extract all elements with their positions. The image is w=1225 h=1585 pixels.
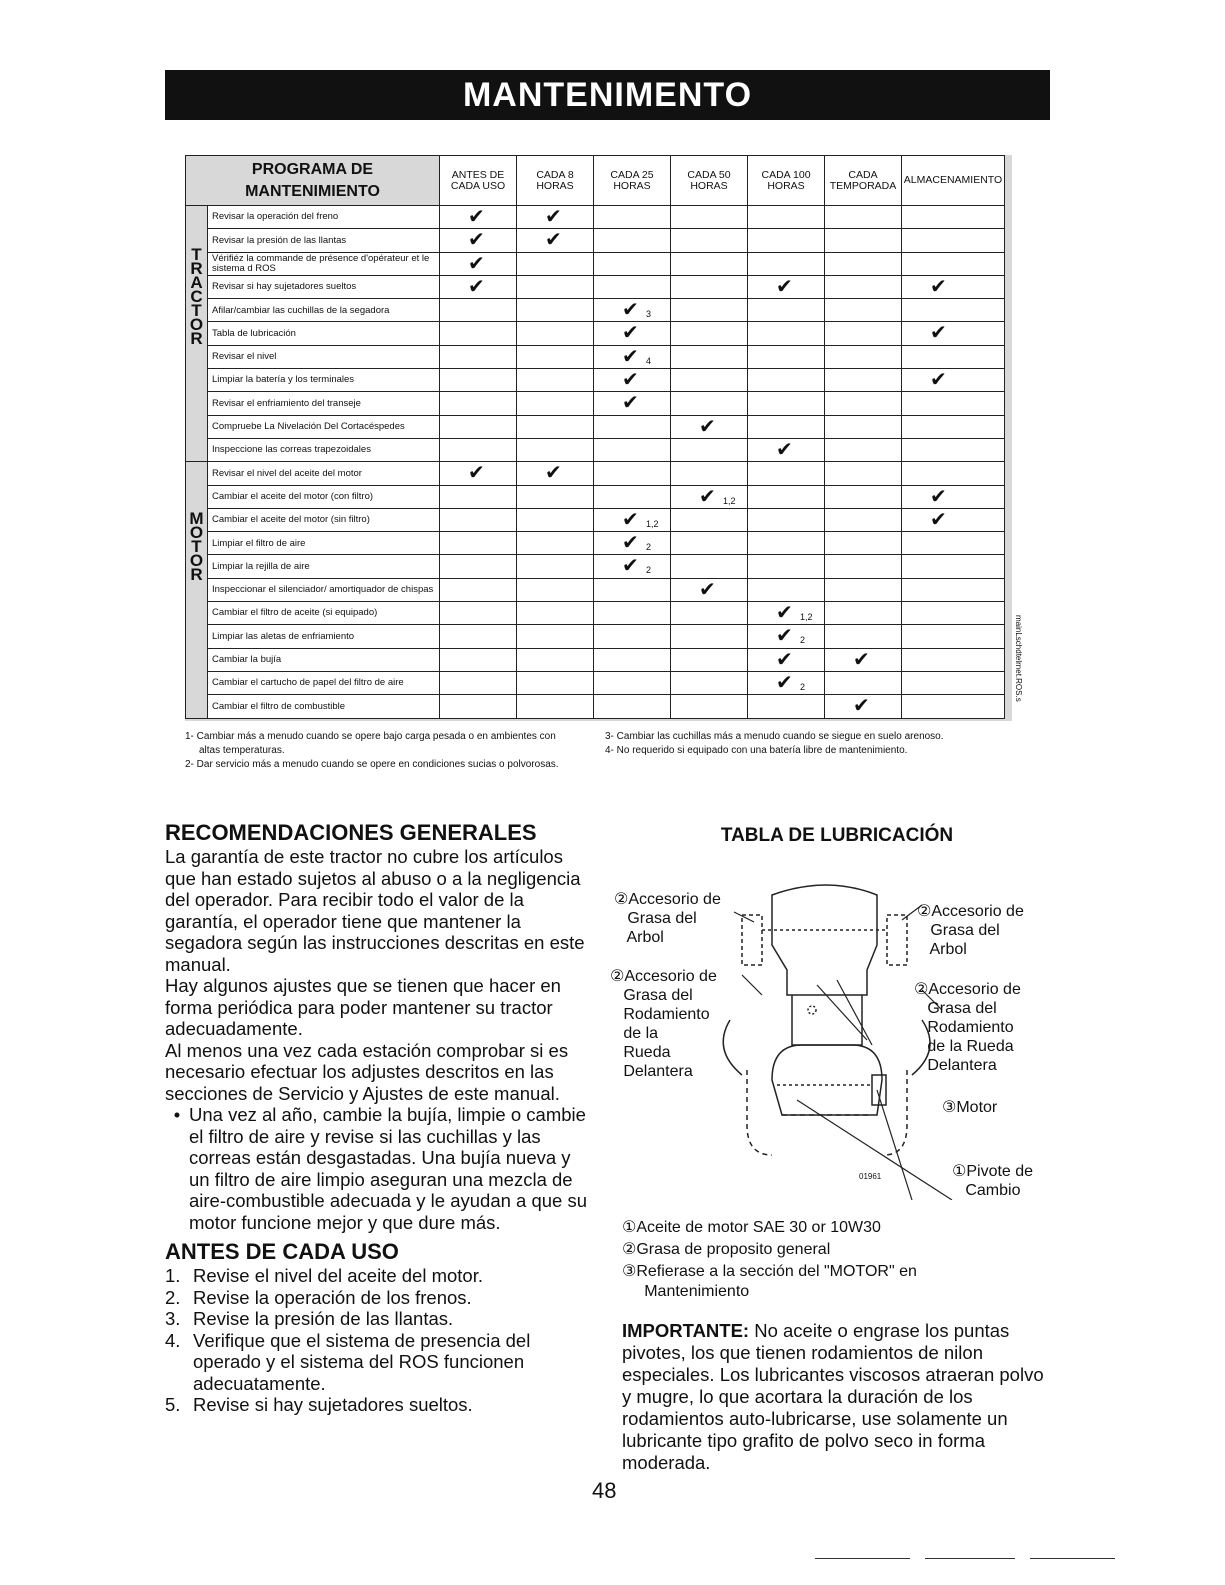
schedule-cell	[440, 415, 517, 438]
task-name: Compruebe La Nivelación Del Cortacéspedes	[208, 415, 440, 438]
schedule-cell	[440, 345, 517, 368]
footnote-ref: 1,2	[800, 612, 813, 623]
list-item: 2. Revise la operación de los frenos.	[165, 1286, 472, 1308]
schedule-cell	[440, 648, 517, 671]
schedule-cell	[902, 485, 1005, 508]
schedule-cell	[440, 485, 517, 508]
schedule-cell	[671, 438, 748, 461]
footnote-ref: 2	[800, 681, 806, 692]
table-row	[186, 462, 1005, 485]
check-mark-icon: ✔	[468, 462, 485, 485]
left-column	[165, 820, 595, 1416]
schedule-cell	[594, 578, 671, 601]
legend-item: Mantenimiento	[622, 1283, 750, 1300]
check-mark-icon: ✔	[468, 206, 485, 228]
schedule-cell	[902, 555, 1005, 578]
schedule-cell	[517, 555, 594, 578]
column-header: ANTES DE CADA USO	[440, 156, 517, 206]
schedule-cell	[748, 438, 825, 461]
recommendations-bullet	[165, 1104, 595, 1233]
side-code: mainLschdtelrnet.ROS.s	[1014, 615, 1023, 702]
footnote-ref: 2	[646, 565, 652, 576]
check-mark-icon: ✔	[776, 625, 793, 648]
schedule-cell	[594, 555, 671, 578]
footer-rule	[925, 1558, 1015, 1559]
notes-left	[185, 730, 575, 772]
schedule-cell	[671, 625, 748, 648]
list-item: 3. Revise la presión de las llantas.	[165, 1308, 454, 1329]
schedule-cell	[902, 438, 1005, 461]
note-4: 4- No requerido si equipado con una batería libre de mantenimiento.	[605, 745, 908, 756]
check-mark-icon: ✔	[468, 229, 485, 252]
schedule-cell	[594, 275, 671, 298]
right-column	[610, 825, 1052, 1473]
table-row	[186, 392, 1005, 415]
schedule-cell	[825, 415, 902, 438]
schedule-cell	[671, 671, 748, 694]
label-pivot: ①Pivote de Cambio	[952, 1163, 1034, 1199]
important-note	[622, 1320, 1052, 1474]
check-mark-icon: ✔	[776, 438, 793, 461]
check-mark-icon: ✔	[930, 508, 947, 531]
task-name: Cambiar el cartucho de papel del filtro de aire	[208, 671, 440, 694]
schedule-cell	[825, 671, 902, 694]
schedule-cell	[671, 648, 748, 671]
schedule-cell	[825, 275, 902, 298]
schedule-cell	[825, 229, 902, 252]
schedule-cell	[825, 578, 902, 601]
schedule-cell	[902, 229, 1005, 252]
schedule-cell	[671, 322, 748, 345]
schedule-cell	[671, 229, 748, 252]
label-wheel-left: ②Accesorio de Grasa del Rodamiento de la Rueda Delantera	[610, 968, 717, 1080]
list-item: 5. Revise si hay sujetadores sueltos.	[165, 1394, 473, 1415]
schedule-cell	[825, 322, 902, 345]
task-name: Revisar el nivel	[208, 345, 440, 368]
schedule-cell	[594, 415, 671, 438]
check-mark-icon: ✔	[622, 299, 639, 322]
schedule-cell	[825, 625, 902, 648]
list-item: 4. Verifique que el sistema de presencia del operado y el sistema del ROS funcionen adecuatamente.	[165, 1329, 531, 1394]
schedule-table	[185, 155, 1005, 719]
column-header: CADA 25 HORAS	[594, 156, 671, 206]
column-header: CADA TEMPORADA	[825, 156, 902, 206]
important-label: IMPORTANTE:	[622, 1320, 750, 1341]
schedule-cell	[902, 648, 1005, 671]
schedule-cell	[825, 345, 902, 368]
schedule-cell	[671, 555, 748, 578]
task-name: Revisar la presión de las llantas	[208, 229, 440, 252]
schedule-cell	[517, 299, 594, 322]
schedule-cell	[671, 206, 748, 229]
schedule-cell	[594, 345, 671, 368]
schedule-cell	[902, 532, 1005, 555]
schedule-title: PROGRAMA DE MANTENIMIENTO	[186, 156, 440, 206]
schedule-cell	[748, 206, 825, 229]
check-mark-icon: ✔	[468, 275, 485, 298]
task-name: Limpiar las aletas de enfriamiento	[208, 625, 440, 648]
schedule-cell	[517, 345, 594, 368]
schedule-cell	[748, 415, 825, 438]
check-mark-icon: ✔	[853, 648, 870, 671]
notes-right	[605, 730, 1005, 758]
bullet-text: Una vez al año, cambie la bujía, limpie o cambie el filtro de aire y revise si las cuchillas y las correas están desgastadas. Una bujía nueva y un filtro de aire limpio aseguran una mezcla de aire-combustible adecuada y le ayudan a que su motor funcione mejor y que dure más.	[189, 1104, 588, 1233]
check-mark-icon: ✔	[699, 415, 716, 438]
check-mark-icon: ✔	[622, 322, 639, 345]
schedule-cell	[440, 578, 517, 601]
legend-item: ③Refierase a la sección del "MOTOR" en	[622, 1263, 917, 1280]
schedule-cell	[517, 252, 594, 275]
schedule-cell	[517, 415, 594, 438]
schedule-cell	[748, 345, 825, 368]
table-row	[186, 508, 1005, 531]
schedule-cell	[440, 602, 517, 625]
schedule-cell	[748, 392, 825, 415]
schedule-cell	[517, 275, 594, 298]
footnote-ref: 2	[800, 635, 806, 646]
schedule-cell	[825, 532, 902, 555]
schedule-cell	[517, 532, 594, 555]
schedule-cell	[440, 462, 517, 485]
schedule-cell	[825, 369, 902, 392]
schedule-cell	[594, 671, 671, 694]
task-name: Tabla de lubricación	[208, 322, 440, 345]
schedule-cell	[517, 578, 594, 601]
task-name: Revisar la operación del freno	[208, 206, 440, 229]
table-row	[186, 206, 1005, 229]
schedule-cell	[825, 555, 902, 578]
schedule-cell	[440, 275, 517, 298]
schedule-cell	[517, 438, 594, 461]
schedule-cell	[671, 485, 748, 508]
schedule-cell	[440, 229, 517, 252]
lubrication-diagram	[610, 870, 1052, 1200]
schedule-cell	[671, 369, 748, 392]
label-shaft-left: ②Accesorio de Grasa del Arbol	[614, 891, 721, 946]
bullet-dot: •	[173, 1104, 181, 1125]
schedule-cell	[440, 532, 517, 555]
schedule-cell	[440, 555, 517, 578]
table-row	[186, 555, 1005, 578]
schedule-cell	[825, 602, 902, 625]
schedule-cell	[825, 252, 902, 275]
schedule-cell	[748, 578, 825, 601]
schedule-cell	[671, 532, 748, 555]
schedule-cell	[748, 625, 825, 648]
table-row	[186, 252, 1005, 275]
lubrication-title: TABLA DE LUBRICACIÓN	[720, 825, 954, 846]
check-mark-icon: ✔	[776, 671, 793, 694]
task-name: Revisar si hay sujetadores sueltos	[208, 275, 440, 298]
schedule-cell	[825, 299, 902, 322]
schedule-cell	[594, 438, 671, 461]
task-name: Revisar el nivel del aceite del motor	[208, 462, 440, 485]
check-mark-icon: ✔	[622, 555, 639, 578]
column-header: ALMACENAMIENTO	[902, 156, 1005, 206]
schedule-cell	[440, 625, 517, 648]
table-row	[186, 322, 1005, 345]
schedule-cell	[594, 299, 671, 322]
schedule-cell	[902, 299, 1005, 322]
schedule-cell	[440, 369, 517, 392]
task-name: Cambiar el filtro de combustible	[208, 695, 440, 718]
schedule-cell	[671, 508, 748, 531]
label-wheel-right: ②Accesorio de Grasa del Rodamiento de la Rueda Delantera	[914, 981, 1021, 1074]
schedule-cell	[748, 252, 825, 275]
legend-item: ①Aceite de motor SAE 30 or 10W30	[622, 1219, 881, 1236]
schedule-cell	[440, 206, 517, 229]
schedule-cell	[748, 485, 825, 508]
recommendations-heading: RECOMENDACIONES GENERALES	[165, 820, 537, 845]
schedule-cell	[517, 322, 594, 345]
schedule-cell	[440, 299, 517, 322]
schedule-cell	[825, 648, 902, 671]
table-row	[186, 229, 1005, 252]
schedule-cell	[902, 369, 1005, 392]
schedule-cell	[594, 322, 671, 345]
list-item: 1. Revise el nivel del aceite del motor.	[165, 1265, 483, 1286]
schedule-cell	[594, 229, 671, 252]
schedule-cell	[748, 602, 825, 625]
schedule-cell	[594, 695, 671, 718]
schedule-cell	[902, 508, 1005, 531]
schedule-cell	[748, 508, 825, 531]
schedule-cell	[517, 485, 594, 508]
schedule-cell	[671, 275, 748, 298]
note-1: 1- Cambiar más a menudo cuando se opere bajo carga pesada o en ambientes con altas temperaturas.	[185, 731, 556, 756]
task-name: Afilar/cambiar las cuchillas de la segadora	[208, 299, 440, 322]
schedule-cell	[440, 252, 517, 275]
schedule-cell	[517, 392, 594, 415]
label-motor: ③Motor	[942, 1099, 998, 1116]
schedule-cell	[902, 206, 1005, 229]
maintenance-schedule	[185, 155, 1012, 721]
page-banner: MANTENIMENTO	[165, 70, 1050, 120]
task-name: Cambiar el aceite del motor (sin filtro)	[208, 508, 440, 531]
footnote-ref: 1,2	[723, 495, 736, 506]
table-row	[186, 345, 1005, 368]
check-mark-icon: ✔	[545, 462, 562, 485]
schedule-cell	[748, 369, 825, 392]
task-name: Limpiar la rejilla de aire	[208, 555, 440, 578]
schedule-cell	[440, 671, 517, 694]
schedule-cell	[517, 648, 594, 671]
check-mark-icon: ✔	[930, 485, 947, 508]
table-row	[186, 485, 1005, 508]
schedule-cell	[440, 695, 517, 718]
check-mark-icon: ✔	[468, 252, 485, 275]
check-mark-icon: ✔	[622, 532, 639, 555]
schedule-cell	[748, 299, 825, 322]
schedule-cell	[517, 229, 594, 252]
drawing-code: 01961	[859, 1172, 882, 1181]
schedule-cell	[902, 695, 1005, 718]
check-mark-icon: ✔	[622, 369, 639, 392]
schedule-cell	[671, 345, 748, 368]
recommendations-p1: La garantía de este tractor no cubre los artículos que han estado sujetos al abuso o a la negligencia del operador. Para recibir todo el valor de la garantía, el operador tiene que mantener la segadora según las instrucciones descritas en este manual.	[165, 846, 585, 975]
schedule-cell	[594, 532, 671, 555]
schedule-cell	[517, 462, 594, 485]
check-mark-icon: ✔	[699, 578, 716, 601]
footnote-ref: 4	[646, 355, 652, 366]
schedule-cell	[671, 602, 748, 625]
task-name: Revisar el enfriamiento del transeje	[208, 392, 440, 415]
schedule-cell	[671, 415, 748, 438]
schedule-cell	[517, 671, 594, 694]
schedule-cell	[594, 648, 671, 671]
table-row	[186, 438, 1005, 461]
schedule-cell	[671, 392, 748, 415]
lubrication-legend	[622, 1217, 917, 1301]
check-mark-icon: ✔	[622, 345, 639, 368]
check-mark-icon: ✔	[545, 206, 562, 228]
schedule-cell	[517, 206, 594, 229]
schedule-cell	[748, 462, 825, 485]
check-mark-icon: ✔	[776, 602, 793, 625]
schedule-cell	[594, 462, 671, 485]
table-row	[186, 299, 1005, 322]
schedule-cell	[902, 252, 1005, 275]
check-mark-icon: ✔	[930, 369, 947, 392]
schedule-cell	[748, 322, 825, 345]
schedule-cell	[594, 508, 671, 531]
schedule-cell	[902, 345, 1005, 368]
schedule-cell	[594, 485, 671, 508]
table-row	[186, 625, 1005, 648]
schedule-cell	[517, 602, 594, 625]
schedule-cell	[902, 275, 1005, 298]
table-row	[186, 578, 1005, 601]
schedule-cell	[440, 392, 517, 415]
schedule-cell	[671, 462, 748, 485]
task-name: Inspeccionar el silenciador/ amortiquador de chispas	[208, 578, 440, 601]
check-mark-icon: ✔	[545, 229, 562, 252]
schedule-cell	[902, 415, 1005, 438]
footer-rule	[815, 1558, 910, 1559]
table-row	[186, 695, 1005, 718]
schedule-cell	[825, 695, 902, 718]
task-name: Cambiar el aceite del motor (con filtro)	[208, 485, 440, 508]
schedule-cell	[902, 671, 1005, 694]
schedule-cell	[902, 322, 1005, 345]
column-header: CADA 8 HORAS	[517, 156, 594, 206]
schedule-cell	[825, 206, 902, 229]
check-mark-icon: ✔	[622, 508, 639, 531]
table-row	[186, 532, 1005, 555]
table-row	[186, 602, 1005, 625]
schedule-cell	[517, 695, 594, 718]
table-row	[186, 369, 1005, 392]
schedule-cell	[440, 508, 517, 531]
check-mark-icon: ✔	[853, 695, 870, 718]
schedule-cell	[440, 322, 517, 345]
task-name: Vérifiéz la commande de présence d'opérateur et le sistema d ROS	[208, 252, 440, 275]
footer-rule	[1030, 1558, 1115, 1559]
schedule-cell	[671, 252, 748, 275]
note-2: 2- Dar servicio más a menudo cuando se opere en condiciones sucias o polvorosas.	[185, 759, 559, 770]
label-shaft-right: ②Accesorio de Grasa del Arbol	[917, 903, 1024, 958]
column-header: CADA 100 HORAS	[748, 156, 825, 206]
schedule-cell	[902, 392, 1005, 415]
check-mark-icon: ✔	[622, 392, 639, 415]
legend-item: ②Grasa de proposito general	[622, 1241, 831, 1258]
schedule-cell	[594, 625, 671, 648]
schedule-cell	[825, 462, 902, 485]
recommendations-p2: Hay algunos ajustes que se tienen que hacer en forma periódica para poder mantener su tractor adecuadamente.	[165, 975, 561, 1039]
note-3: 3- Cambiar las cuchillas más a menudo cuando se siegue en suelo arenoso.	[605, 731, 944, 742]
check-mark-icon: ✔	[699, 485, 716, 508]
important-text: No aceite o engrase los puntas pivotes, los que tienen rodamientos de nilon especiales. Los lubricantes viscosos atraeran polvo y mugre, lo que acortara la duración de los rodamientos auto-lubricarse, use solamente un lubricante tipo grafito de polvo seco in forma moderada.	[622, 1320, 1044, 1473]
section-label: M O T O R	[186, 462, 208, 718]
schedule-cell	[517, 625, 594, 648]
schedule-cell	[440, 438, 517, 461]
schedule-cell	[517, 369, 594, 392]
recommendations-p3: Al menos una vez cada estación comprobar si es necesario efectuar los adjustes descritos en las secciones de Servicio y Ajustes de este manual.	[165, 1039, 569, 1104]
schedule-cell	[902, 602, 1005, 625]
footnote-ref: 2	[646, 542, 652, 553]
check-mark-icon: ✔	[930, 322, 947, 345]
footnote-ref: 1,2	[646, 518, 659, 529]
schedule-cell	[671, 578, 748, 601]
schedule-cell	[748, 695, 825, 718]
check-mark-icon: ✔	[930, 275, 947, 298]
schedule-cell	[825, 438, 902, 461]
schedule-cell	[825, 392, 902, 415]
schedule-cell	[594, 392, 671, 415]
page-number: 48	[592, 1478, 617, 1503]
schedule-cell	[902, 462, 1005, 485]
schedule-cell	[748, 555, 825, 578]
schedule-cell	[902, 578, 1005, 601]
schedule-cell	[671, 299, 748, 322]
schedule-cell	[671, 695, 748, 718]
schedule-cell	[902, 625, 1005, 648]
schedule-cell	[594, 206, 671, 229]
schedule-cell	[748, 275, 825, 298]
table-row	[186, 671, 1005, 694]
task-name: Cambiar la bujía	[208, 648, 440, 671]
footnote-ref: 3	[646, 309, 652, 320]
schedule-cell	[594, 369, 671, 392]
task-name: Inspeccione las correas trapezoidales	[208, 438, 440, 461]
task-name: Limpiar el filtro de aire	[208, 532, 440, 555]
before-use-list	[165, 1265, 595, 1416]
task-name: Cambiar el filtro de aceite (si equipado)	[208, 602, 440, 625]
table-row	[186, 415, 1005, 438]
schedule-cell	[825, 508, 902, 531]
table-row	[186, 275, 1005, 298]
schedule-cell	[748, 532, 825, 555]
schedule-cell	[748, 671, 825, 694]
schedule-cell	[594, 602, 671, 625]
check-mark-icon: ✔	[776, 648, 793, 671]
task-name: Limpiar la batería y los terminales	[208, 369, 440, 392]
schedule-cell	[748, 229, 825, 252]
section-label: T R A C T O R	[186, 206, 208, 462]
check-mark-icon: ✔	[776, 275, 793, 298]
before-use-heading: ANTES DE CADA USO	[165, 1239, 399, 1264]
table-row	[186, 648, 1005, 671]
column-header: CADA 50 HORAS	[671, 156, 748, 206]
schedule-cell	[594, 252, 671, 275]
schedule-cell	[748, 648, 825, 671]
schedule-cell	[517, 508, 594, 531]
schedule-cell	[825, 485, 902, 508]
